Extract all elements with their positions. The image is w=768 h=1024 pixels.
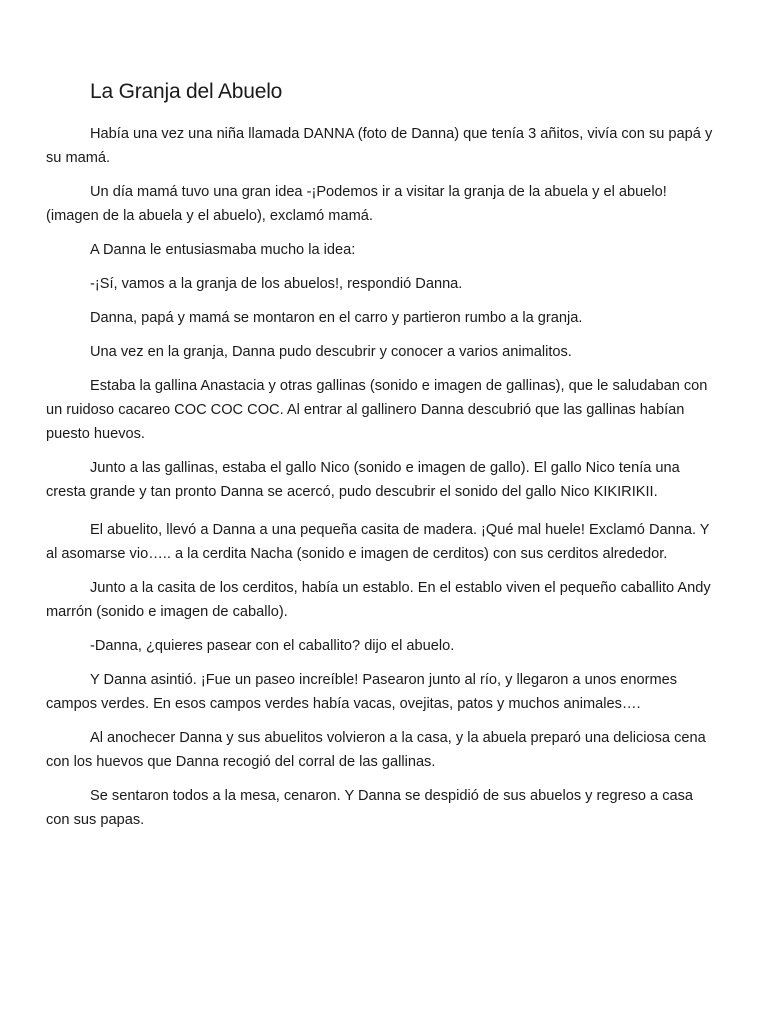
paragraph-1: Había una vez una niña llamada DANNA (foto de Danna) que tenía 3 añitos, vivía con su papá y su mamá. [46,126,713,166]
paragraph-8: Junto a las gallinas, estaba el gallo Nico (sonido e imagen de gallo). El gallo Nico tenía una cresta grande y tan pronto Danna se acercó, pudo descubrir el sonido del gallo Nico KIKIRIKII. [46,460,680,500]
paragraph-5: Danna, papá y mamá se montaron en el carro y partieron rumbo a la granja. [90,310,583,326]
paragraph-12: Y Danna asintió. ¡Fue un paseo increíble! Pasearon junto al río, y llegaron a unos enormes campos verdes. En esos campos verdes había vacas, ovejitas, patos y muchos animales…. [46,672,678,712]
paragraph-6: Una vez en la granja, Danna pudo descubrir y conocer a varios animalitos. [90,344,572,360]
document-title: La Granja del Abuelo [90,80,283,103]
paragraph-9: El abuelito, llevó a Danna a una pequeña casita de madera. ¡Qué mal huele! Exclamó Danna. Y al asomarse vio….. a la cerdita Nacha (sonido e imagen de cerditos) con sus cerditos alrededor. [46,522,710,562]
paragraph-10: Junto a la casita de los cerditos, había un establo. En el establo viven el pequeño caballito Andy marrón (sonido e imagen de caballo). [46,580,711,620]
paragraph-14: Se sentaron todos a la mesa, cenaron. Y Danna se despidió de sus abuelos y regreso a casa con sus papas. [46,788,694,828]
paragraph-13: Al anochecer Danna y sus abuelitos volvieron a la casa, y la abuela preparó una deliciosa cena con los huevos que Danna recogió del corral de las gallinas. [46,730,706,770]
paragraph-7: Estaba la gallina Anastacia y otras gallinas (sonido e imagen de gallinas), que le saludaban con un ruidoso cacareo COC COC COC. Al entrar al gallinero Danna descubrió que las gallinas habían puesto huevos. [46,378,708,442]
document-body [46,122,718,832]
paragraph-4: -¡Sí, vamos a la granja de los abuelos!, respondió Danna. [90,276,463,292]
paragraph-2: Un día mamá tuvo una gran idea -¡Podemos ir a visitar la granja de la abuela y el abuelo! (imagen de la abuela y el abuelo), exclamó mamá. [46,184,667,224]
paragraph-3: A Danna le entusiasmaba mucho la idea: [90,242,356,258]
paragraph-11: -Danna, ¿quieres pasear con el caballito? dijo el abuelo. [90,638,455,654]
